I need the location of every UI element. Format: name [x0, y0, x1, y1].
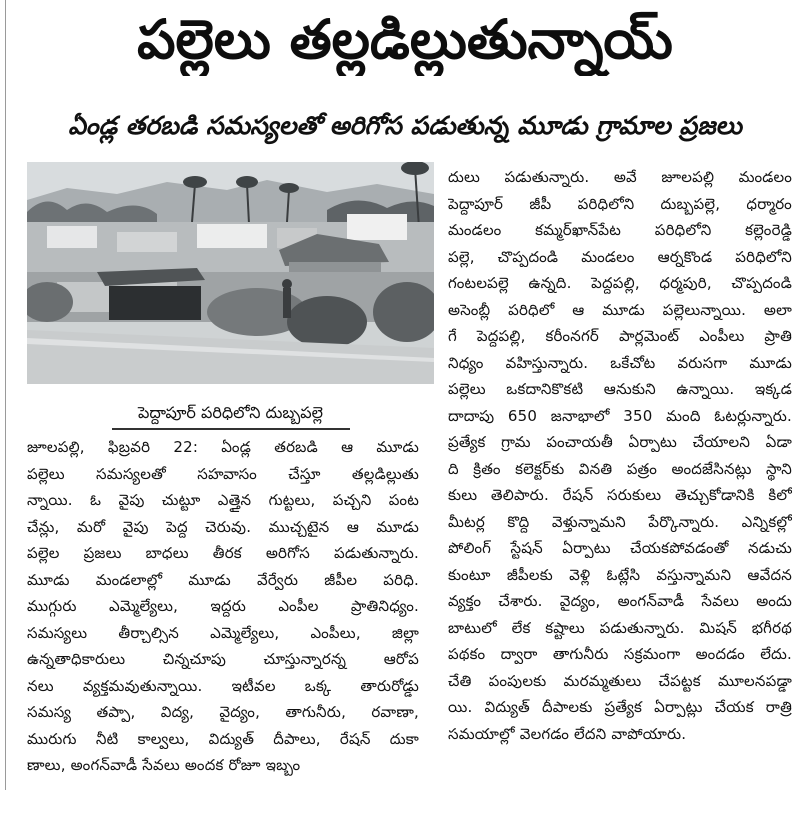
body-line: చేన్లు, మరో వైపు పెద్ద చెరువు. ముచ్చటైన ఆ మూడు	[27, 517, 419, 536]
village-photo	[27, 162, 434, 384]
article-body-right-column	[448, 164, 792, 747]
body-line: చేతి పంపులకు మరమ్మతులు చేపట్టక మూలనపడ్డా	[448, 671, 792, 690]
body-line: మురుగు నీటి కాల్వలు, విద్యుత్ దీపాలు, రేషన్ దుకా	[27, 729, 419, 748]
body-line: ణాలు, అంగన్‌వాడీ సేవలు అందక రోజూ ఇబ్బం	[27, 756, 301, 774]
article-headline: పల్లెలు తల్లడిల్లుతున్నాయ్	[137, 8, 673, 71]
body-line: పల్లెలు సమస్యలతో సహవాసం చేస్తూ తల్లడిల్లుతు	[27, 464, 419, 483]
photo-caption: పెద్దాపూర్ పరిధిలోని దుబ్బపల్లె	[137, 403, 324, 422]
body-line: పల్లె, చొప్పదండి మండలం ఆర్నకొండ పరిధిలోని	[448, 247, 792, 266]
body-line: సమస్య తప్పా, విద్య, వైద్యం, తాగునీరు, రవాణా,	[27, 703, 419, 721]
body-line: మీటర్ల కొద్ది వెళ్తున్నామని పేర్కొన్నారు. ఎన్నికల్లో	[448, 512, 792, 531]
article-subheadline: ఏండ్ల తరబడి సమస్యలతో అరిగోస పడుతున్న మూడు గ్రామాల ప్రజలు	[68, 111, 742, 140]
body-line: సమయాల్లో వెలగడం లేదని వాపోయారు.	[448, 724, 687, 743]
body-line: మూడు మండలాల్లో మూడు వేర్వేరు జీపీల పరిధి.	[27, 570, 419, 589]
body-line: వ్యక్తం చేశారు. వైద్యం, అంగన్‌వాడీ సేవలు అందు	[448, 592, 792, 610]
body-line: అసెంబ్లీ పరిధిలో ఆ మూడు పల్లెలున్నాయి. అలా	[448, 300, 792, 319]
caption-underline	[112, 428, 350, 430]
body-line: నిధ్యం వహిస్తున్నారు. ఒకేచోట వరుసగా మూడు	[448, 353, 792, 372]
article-body-left-column	[27, 434, 419, 779]
body-line: జూలపల్లి, ఫిబ్రవరి 22: ఏండ్ల తరబడి ఆ మూడు	[27, 438, 419, 456]
body-line: ప్రత్యేక గ్రామ పంచాయతీ ఏర్పాటు చేయాలని ఏడా	[448, 433, 792, 451]
body-line: ది క్రితం కలెక్టర్‌కు వినతి పత్రం అందజేసినట్లు స్థాని	[448, 459, 792, 478]
body-line: నలు వ్యక్తమవుతున్నాయి. ఇటీవల ఒక్క తారురోడ్డు	[27, 676, 419, 695]
body-line: పల్లెలు ఒకదానికొకటి ఆనుకుని ఉన్నాయి. ఇక్కడ	[448, 380, 792, 398]
page-left-rule	[5, 0, 6, 790]
body-line: ఉన్నతాధికారులు చిన్నచూపు చూస్తున్నారన్న ఆరోప	[27, 650, 419, 668]
body-line: ముగ్గురు ఎమ్మెల్యేలు, ఇద్దరు ఎంపీల ప్రాతినిధ్యం.	[27, 597, 419, 615]
body-line: మండలం కమ్మర్‌ఖాన్‌పేట పరిధిలోని కల్లెంరెడ్డి	[448, 221, 792, 239]
body-line: దాదాపు 650 జనాభాలో 350 మంది ఓటర్లున్నారు.	[448, 406, 792, 425]
body-line: పథకం ద్వారా తాగునీరు సక్రమంగా అందడం లేదు.	[448, 645, 792, 663]
body-line: పల్లెల ప్రజలు బాధలు తీరక అరిగోస పడుతున్నారు.	[27, 544, 419, 562]
body-line: దులు పడుతున్నారు. అవే జూలపల్లి మండలం	[448, 168, 792, 186]
body-line: పెద్దాపూర్ జీపీ పరిధిలోని దుబ్బపల్లె, ధర్మారం	[448, 194, 792, 213]
body-line: బాటులో లేక కష్టాలు పడుతున్నారు. మిషన్ భగీరథ	[448, 618, 792, 637]
body-line: కుంటూ జీపీలకు వెళ్లి ఓట్లేసి వస్తున్నామని ఆవేదన	[448, 565, 792, 584]
body-line: కులు తెలిపారు. రేషన్ సరుకులు తెచ్చుకోడానికి కిలో	[448, 486, 792, 504]
body-line: యి. విద్యుత్ దీపాలకు ప్రత్యేక ఏర్పాట్లు చేయక రాత్రి	[448, 698, 792, 716]
body-line: సమస్యలు తీర్చాల్సిన ఎమ్మెల్యేలు, ఎంపీలు, జిల్లా	[27, 623, 419, 642]
body-line: పోలింగ్ స్టేషన్ ఏర్పాటు చేయకపోవడంతో నడుచు	[448, 539, 792, 557]
body-line: గంటలపల్లె ఉన్నది. పెద్దపల్లి, ధర్మపురి, చొప్పదండి	[448, 274, 792, 292]
village-photo-illustration	[27, 162, 434, 384]
body-line: గే పెద్దపల్లి, కరీంనగర్ పార్లమెంట్ ఎంపీలు ప్రాతి	[448, 327, 792, 345]
body-line: న్నాయి. ఓ వైపు చుట్టూ ఎత్తైన గుట్టలు, పచ్చని పంట	[27, 491, 419, 509]
